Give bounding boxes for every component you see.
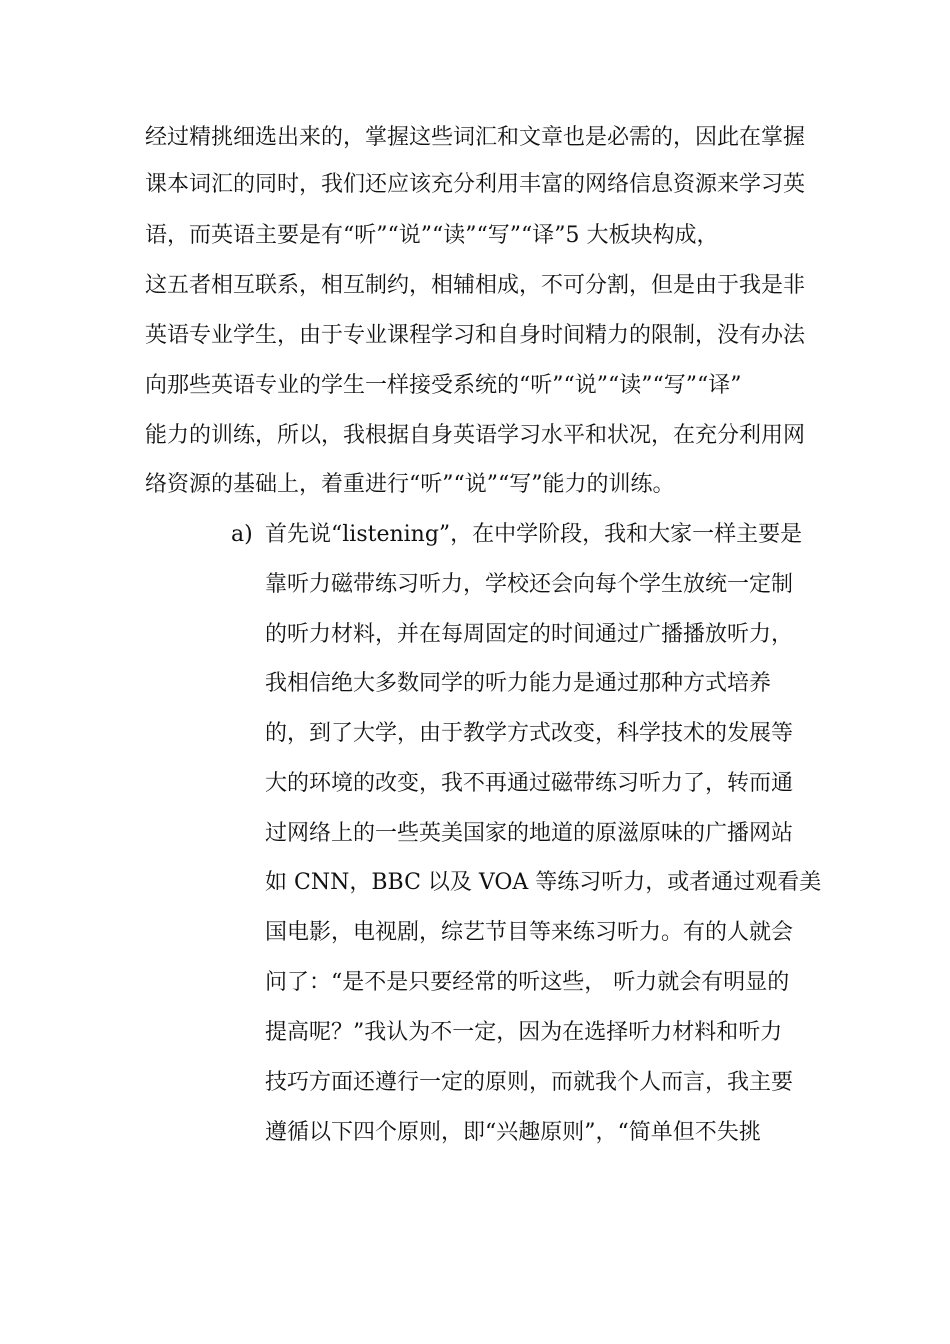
intro-line: 语，而英语主要是有“听”“说”“读”“写”“译”5 大板块构成， [145, 223, 719, 248]
list-item-line: 提高呢？”我认为不一定，因为在选择听力材料和听力 [265, 1020, 783, 1045]
list-item-line: 我相信绝大多数同学的听力能力是通过那种方式培养 [265, 671, 772, 696]
intro-line: 向那些英语专业的学生一样接受系统的“听”“说”“读”“写”“译” [145, 373, 742, 398]
list-item-line: 靠听力磁带练习听力，学校还会向每个学生放统一定制 [265, 572, 794, 597]
list-marker: a) [231, 522, 253, 547]
list-item-line: 国电影，电视剧，综艺节目等来练习听力。有的人就会 [265, 920, 794, 945]
intro-line: 这五者相互联系，相互制约，相辅相成，不可分割，但是由于我是非 [145, 273, 806, 298]
list-item-line: 问了：“是不是只要经常的听这些， 听力就会有明显的 [265, 970, 790, 995]
intro-line: 课本词汇的同时，我们还应该充分利用丰富的网络信息资源来学习英 [145, 172, 806, 197]
intro-line: 能力的训练，所以，我根据自身英语学习水平和状况，在充分利用网 [145, 423, 806, 448]
intro-line: 经过精挑细选出来的，掌握这些词汇和文章也是必需的，因此在掌握 [145, 125, 806, 150]
intro-line: 英语专业学生，由于专业课程学习和自身时间精力的限制，没有办法 [145, 323, 806, 348]
list-item-line: 如 CNN，BBC 以及 VOA 等练习听力，或者通过观看美 [265, 870, 822, 895]
list-item-line: 遵循以下四个原则，即“兴趣原则”，“简单但不失挑 [265, 1120, 761, 1145]
intro-line: 络资源的基础上，着重进行“听”“说”“写”能力的训练。 [145, 472, 675, 497]
list-item-line: 的，到了大学，由于教学方式改变，科学技术的发展等 [265, 721, 794, 746]
list-item-line: 的听力材料，并在每周固定的时间通过广播播放听力， [265, 622, 794, 647]
list-item-line: 首先说“listening”，在中学阶段，我和大家一样主要是 [265, 522, 803, 547]
list-item-line: 过网络上的一些英美国家的地道的原滋原味的广播网站 [265, 821, 794, 846]
list-item-line: 大的环境的改变，我不再通过磁带练习听力了，转而通 [265, 771, 794, 796]
list-item-line: 技巧方面还遵行一定的原则，而就我个人而言，我主要 [265, 1070, 794, 1095]
